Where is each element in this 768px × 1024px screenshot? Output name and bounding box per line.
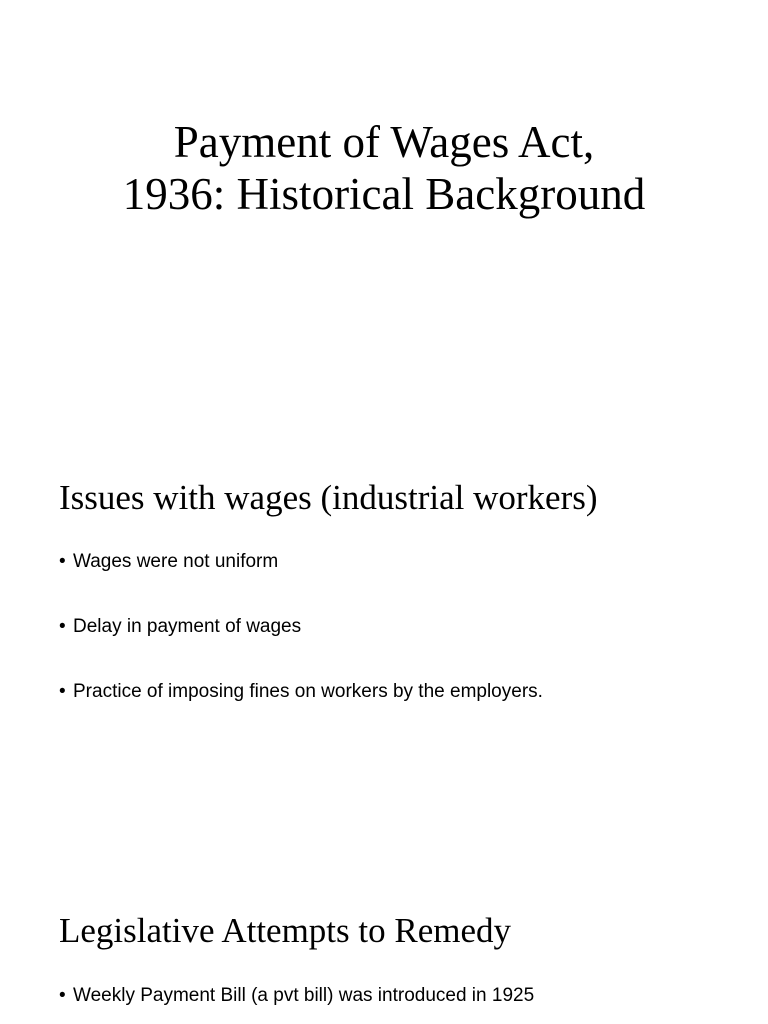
bullet-icon: • [59,681,66,702]
list-item-text: Weekly Payment Bill (a pvt bill) was introduced in 1925 [73,985,535,1006]
page-title-line-2: 1936: Historical Background [122,169,646,219]
list-item [59,984,534,1008]
page-title-line-1: Payment of Wages Act, [173,117,595,167]
section-heading-legislative: Legislative Attempts to Remedy [59,911,512,950]
list-item-text: Practice of imposing fines on workers by the employers. [73,681,543,702]
section-heading-issues: Issues with wages (industrial workers) [59,478,598,517]
list-item [59,615,301,639]
list-item-text: Wages were not uniform [73,551,279,572]
page-title [0,116,768,220]
list-item-text: Delay in payment of wages [73,616,302,637]
bullet-icon: • [59,551,66,572]
list-item [59,550,278,574]
list-item [59,680,543,704]
bullet-icon: • [59,985,66,1006]
bullet-icon: • [59,616,66,637]
